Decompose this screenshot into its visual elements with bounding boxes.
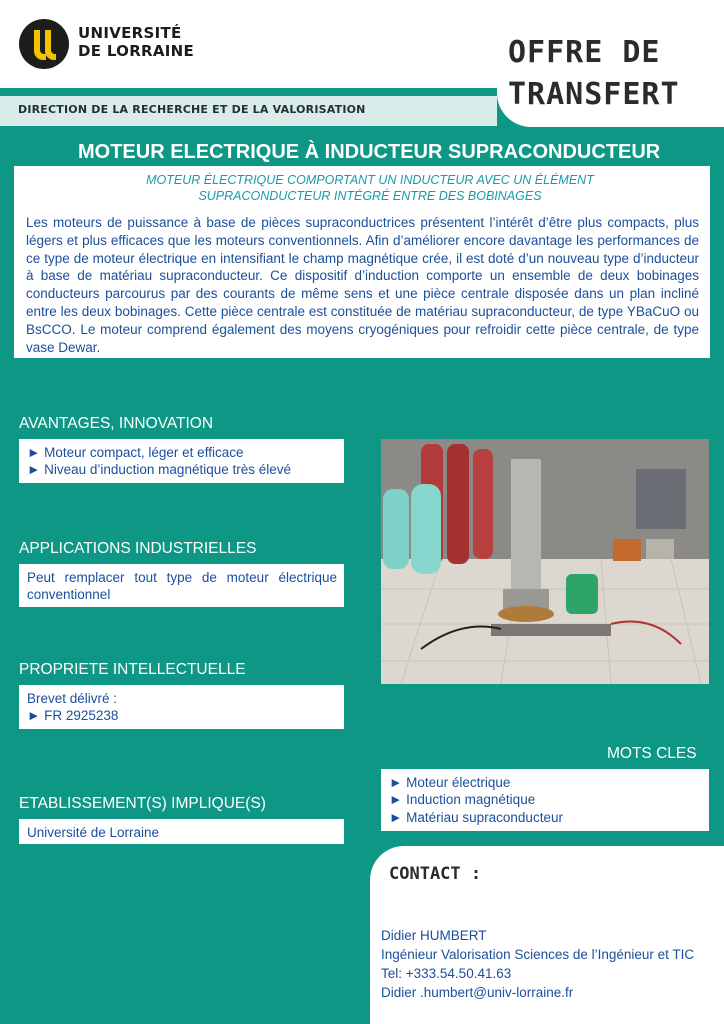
offer-title-line1: OFFRE DE: [508, 35, 661, 70]
patent-label: Brevet délivré :: [27, 691, 118, 706]
list-item: ► Moteur électrique: [389, 775, 511, 790]
offer-title: [508, 32, 718, 116]
contact-details: [381, 926, 694, 1002]
offer-title-line2: TRANSFERT: [508, 77, 680, 112]
contact-role: Ingénieur Valorisation Sciences de l’Ingénieur et TIC: [381, 947, 695, 962]
description: Les moteurs de puissance à base de pièces supraconductrices présentent l’intérêt d’être plus compacts, plus légers et plus efficaces que les moteurs conventionnels. Afin d’améliorer encore davantage les performances de ce type de moteur électrique en intensifiant le champ magnétique crée, il est doté d’un nouveau type d’inducteur à base de matériau supraconducteur. Ce dispositif d’induction comporte un ensemble de deux bobinages conducteurs parcourus par des courants de même sens et une pièce centrale disposée dans un plan incliné entre les deux bobinages. Cette pièce centrale est constituée de matériau supraconducteur, de type YBaCuO ou BsCCO. Le moteur comprend également des moyens cryogéniques pour refroidir cette pièce centrale, de type vase Dewar.: [26, 215, 699, 355]
advantages-title: AVANTAGES, INNOVATION: [19, 415, 214, 432]
contact-name: Didier HUMBERT: [381, 928, 487, 943]
list-item: ► Matériau supraconducteur: [389, 809, 563, 825]
list-item: ► Moteur compact, léger et efficace: [27, 445, 244, 460]
subtitle-line1: MOTEUR ÉLECTRIQUE COMPORTANT UN INDUCTEUR AVEC UN ÉLÉMENT: [146, 173, 594, 187]
subtitle: [60, 172, 680, 204]
subtitle-line2: SUPRACONDUCTEUR INTÉGRÉ ENTRE DES BOBINAGES: [198, 189, 542, 203]
direction-label: DIRECTION DE LA RECHERCHE ET DE LA VALORISATION: [18, 103, 366, 116]
contact-label: CONTACT :: [389, 864, 482, 884]
advantages-list: [27, 444, 291, 479]
establishments-title: ETABLISSEMENT(S) IMPLIQUE(S): [19, 795, 266, 812]
university-name-line2: DE LORRAINE: [78, 42, 195, 60]
contact-phone[interactable]: Tel: +333.54.50.41.63: [381, 966, 512, 981]
list-item: ► Niveau d’induction magnétique très élevé: [27, 462, 292, 478]
establishments-text: Université de Lorraine: [27, 825, 160, 840]
university-name: [78, 24, 194, 60]
motor-photo-illustration: [381, 439, 709, 684]
applications-text: Peut remplacer tout type de moteur électrique conventionnel: [27, 570, 337, 603]
list-item: ► Induction magnétique: [389, 792, 536, 808]
patent-number: ► FR 2925238: [27, 708, 119, 724]
contact-email[interactable]: Didier .humbert@univ-lorraine.fr: [381, 985, 574, 1000]
keywords-list: [389, 774, 563, 826]
keywords-title: MOTS CLES: [607, 745, 697, 762]
applications-title: APPLICATIONS INDUSTRIELLES: [19, 540, 257, 557]
motor-photo: [381, 439, 709, 684]
page-title: MOTEUR ELECTRIQUE À INDUCTEUR SUPRACONDUCTEUR: [78, 141, 661, 163]
ip-text: [27, 690, 118, 725]
ip-title: PROPRIETE INTELLECTUELLE: [19, 661, 246, 678]
university-name-line1: UNIVERSITÉ: [78, 24, 182, 42]
university-logo-icon: [18, 18, 70, 70]
